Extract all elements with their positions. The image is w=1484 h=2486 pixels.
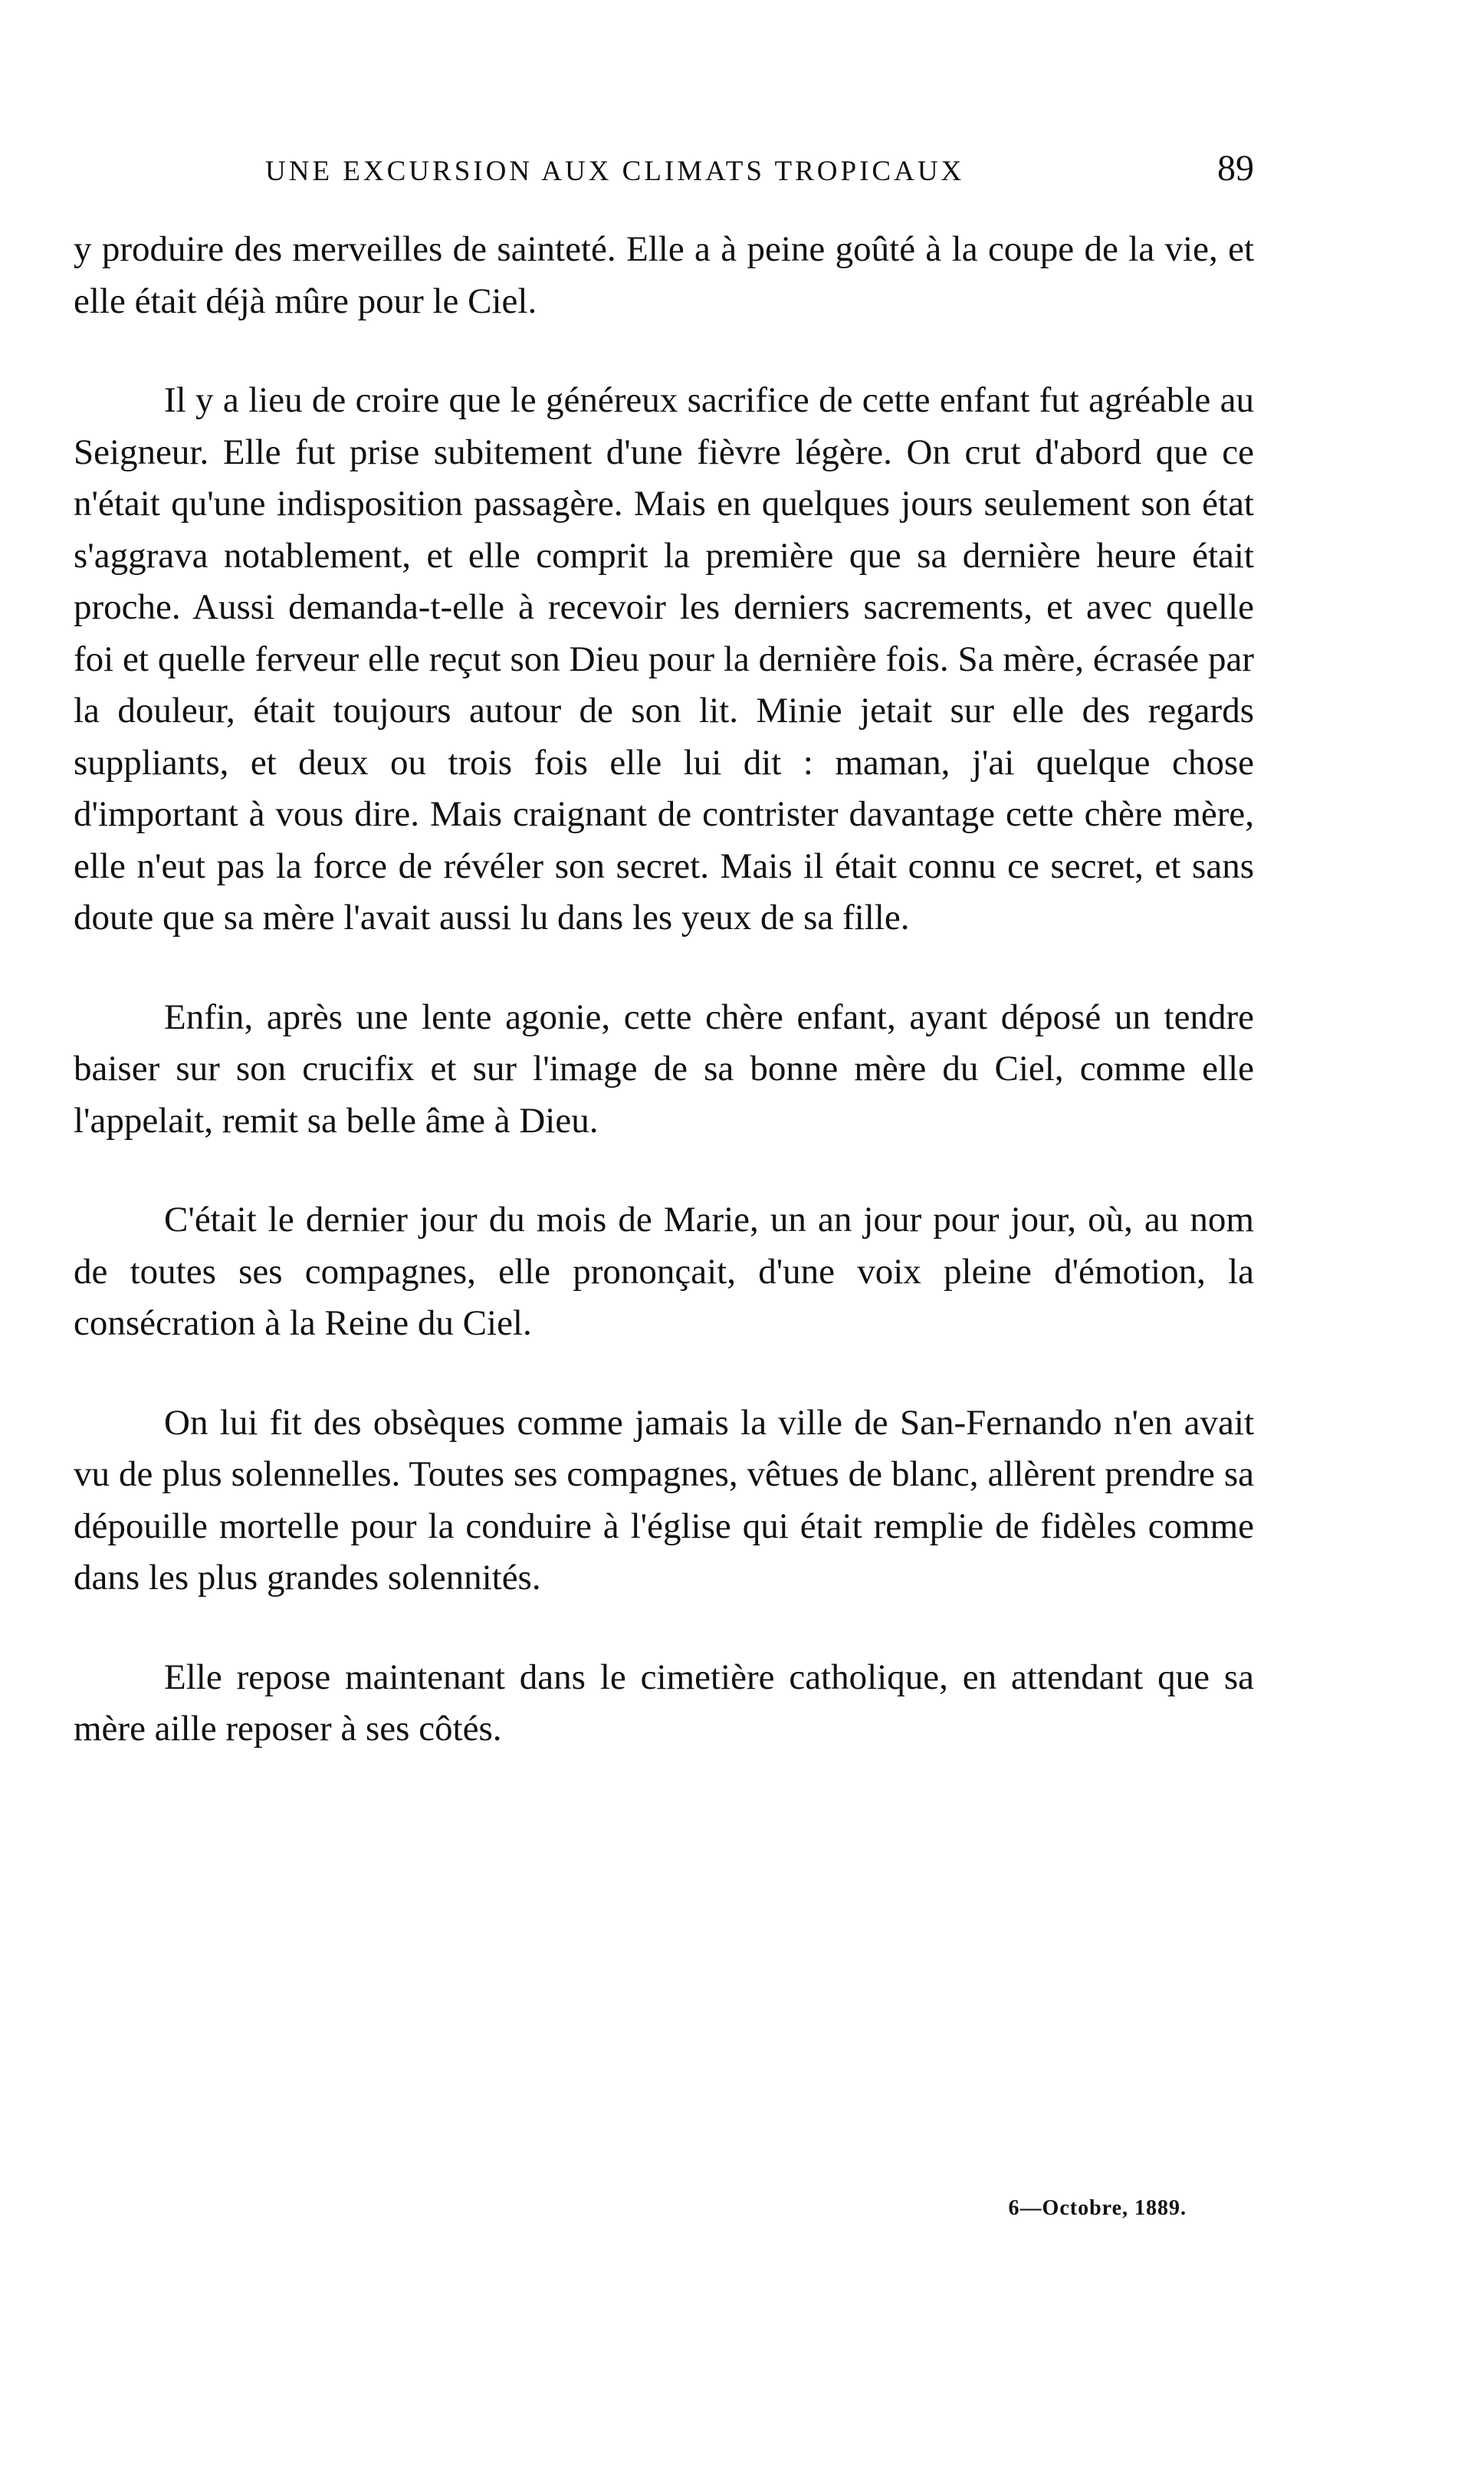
paragraph-cemetery: Elle repose maintenant dans le cimetière catholique, en attendant que sa mère aille reposer à ses côtés. [74, 1657, 1254, 1749]
paragraph-death: Enfin, après une lente agonie, cette chère enfant, ayant déposé un tendre baiser sur son crucifix et sur l'image de sa bonne mère du Ciel, comme elle l'appelait, remit sa belle âme à Dieu. [74, 997, 1254, 1141]
running-head [74, 150, 1254, 196]
running-title: UNE EXCURSION AUX CLIMATS TROPICAUX [265, 156, 965, 187]
paragraph-funeral: On lui fit des obsèques comme jamais la ville de San-Fernando n'en avait vu de plus solennelles. Toutes ses compagnes, vêtues de blanc, allèrent prendre sa dépouille mortelle pour la conduire à l'église qui était remplie de fidèles comme dans les plus grandes solennités. [74, 1402, 1254, 1598]
paragraph-month-of-mary: C'était le dernier jour du mois de Marie, un an jour pour jour, où, au nom de toutes ses compagnes, elle prononçait, d'une voix pleine d'émotion, la consécration à la Reine du Ciel. [74, 1200, 1254, 1343]
paragraph-illness: Il y a lieu de croire que le généreux sacrifice de cette enfant fut agréable au Seigneur. Elle fut prise subitement d'une fièvre légère. On crut d'abord que ce n'était qu'une indisposition passagère. Mais en quelques jours seulement son état s'aggrava notablement, et elle comprit la première que sa dernière heure était proche. Aussi demanda-t-elle à recevoir les derniers sacrements, et avec quelle foi et quelle ferveur elle reçut son Dieu pour la dernière fois. Sa mère, écrasée par la douleur, était toujours autour de son lit. Minie jetait sur elle des regards suppliants, et deux ou trois fois elle lui dit : maman, j'ai quelque chose d'important à vous dire. Mais craignant de contrister davantage cette chère mère, elle n'eut pas la force de révéler son secret. Mais il était connu ce secret, et sans doute que sa mère l'avait aussi lu dans les yeux de sa fille. [74, 380, 1254, 938]
body-text [74, 224, 1254, 1803]
page-number: 89 [1217, 148, 1254, 189]
dateline: 6—Octobre, 1889. [1008, 2196, 1187, 2220]
paragraph-continuation: y produire des merveilles de sainteté. Elle a à peine goûté à la coupe de la vie, et elle était déjà mûre pour le Ciel. [74, 229, 1254, 321]
